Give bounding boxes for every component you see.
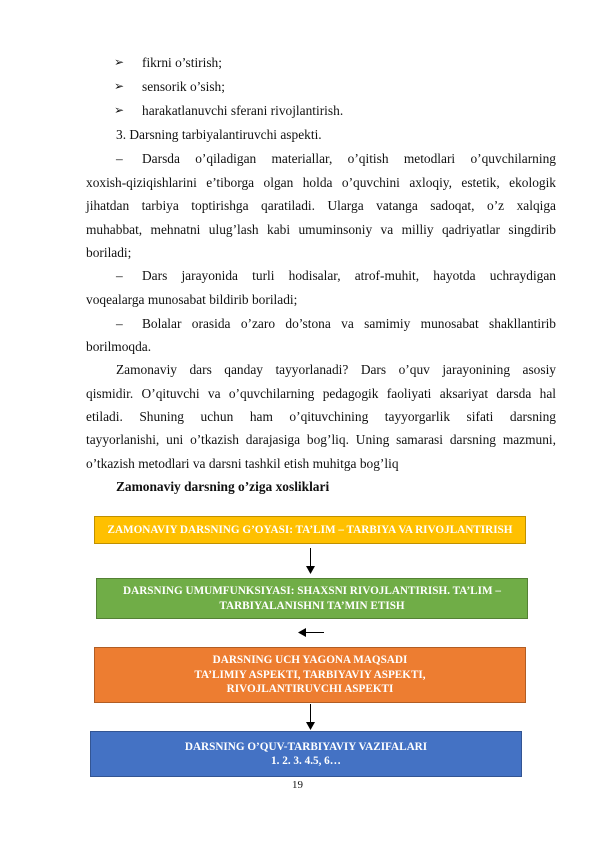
diagram-box-three-goals xyxy=(94,647,526,703)
paragraph-line: qismidir. O’qituvchi va o’quvchilarning pedagogik faoliyati aksariyat darsda hal xyxy=(86,386,556,401)
paragraph-line: boriladi; xyxy=(86,245,132,260)
arrow-head-icon xyxy=(306,566,315,574)
paragraph-line: voqealarga munosabat bildirib boriladi; xyxy=(86,292,298,307)
paragraph-line: muhabbat, mehnatni ulug’lash kabi umuminsoniy va milliy qadriyatlar singdirib xyxy=(86,222,556,237)
diagram-heading: Zamonaviy darsning o’ziga xosliklari xyxy=(116,479,330,494)
diagram-box-tasks xyxy=(90,731,522,777)
paragraph-line: etiladi. Shuning uchun ham o’qituvchining tayyorgarlik sifati darsning xyxy=(86,409,556,424)
page-number: 19 xyxy=(292,779,303,791)
paragraph-line: Zamonaviy dars qanday tayyorlanadi? Dars o’quv jarayonining asosiy xyxy=(116,362,556,377)
bullet-text: harakatlanuvchi sferani rivojlantirish. xyxy=(142,103,344,118)
paragraph-line: Darsda o’qiladigan materiallar, o’qitish metodlari o’quvchilarning xyxy=(142,151,556,166)
dash-marker: – xyxy=(116,151,123,166)
bullet-arrow-icon: ➢ xyxy=(114,103,125,117)
paragraph-line: borilmoqda. xyxy=(86,339,152,354)
paragraph-line: Dars jarayonida turli hodisalar, atrof-muhit, hayotda uchraydigan xyxy=(142,268,556,283)
paragraph-line: o’tkazish metodlari va darsni tashkil etish muhitga bog’liq xyxy=(86,456,399,471)
diagram-box-text: 1. 2. 3. 4.5, 6… xyxy=(271,755,341,767)
paragraph-line: Bolalar orasida o’zaro do’stona va samimiy munosabat shakllantirib xyxy=(142,316,556,331)
bullet-arrow-icon: ➢ xyxy=(114,79,125,93)
diagram-box-text: ZAMONAVIY DARSNING G’OYASI: TA’LIM – TARBIYA VA RIVOJLANTIRISH xyxy=(107,523,513,536)
diagram-box-text: DARSNING UMUMFUNKSIYASI: SHAXSNI RIVOJLANTIRISH. TA’LIM – xyxy=(123,585,501,597)
paragraph-line: xoxish-qiziqishlarini e’tiborga olgan holda o’quvchini axloqiy, estetik, ekologik xyxy=(86,175,556,190)
dash-marker: – xyxy=(116,316,123,331)
arrow-left-line xyxy=(304,632,324,633)
diagram-box-idea xyxy=(94,516,526,544)
diagram-box-general-function xyxy=(96,578,528,619)
arrow-left-icon xyxy=(298,628,306,637)
diagram-box-text: RIVOJLANTIRUVCHI ASPEKTI xyxy=(226,683,394,696)
diagram-box-text: TARBIYALANISHNI TA’MIN ETISH xyxy=(219,599,405,612)
bullet-text: fikrni o’stirish; xyxy=(142,55,222,70)
bullet-text: sensorik o’sish; xyxy=(142,79,225,94)
paragraph-line: tayyorlanishi, uni o’tkazish darajasiga bog’liq. Uning samarasi darsning mazmuni, xyxy=(86,432,556,447)
dash-marker: – xyxy=(116,268,123,283)
arrow-head-icon xyxy=(306,722,315,730)
section-heading: 3. Darsning tarbiyalantiruvchi aspekti. xyxy=(116,127,322,142)
diagram-box-text: DARSNING UCH YAGONA MAQSADI xyxy=(212,654,408,667)
diagram-box-text: TA’LIMIY ASPEKTI, TARBIYAVIY ASPEKTI, xyxy=(194,668,426,681)
diagram-box-text: DARSNING O’QUV-TARBIYAVIY VAZIFALARI xyxy=(184,740,428,753)
bullet-arrow-icon: ➢ xyxy=(114,55,125,69)
paragraph-line: jihatdan tarbiya toptirishga qaratiladi. Ularga vatanga sadoqat, o’z xalqiga xyxy=(86,198,556,213)
